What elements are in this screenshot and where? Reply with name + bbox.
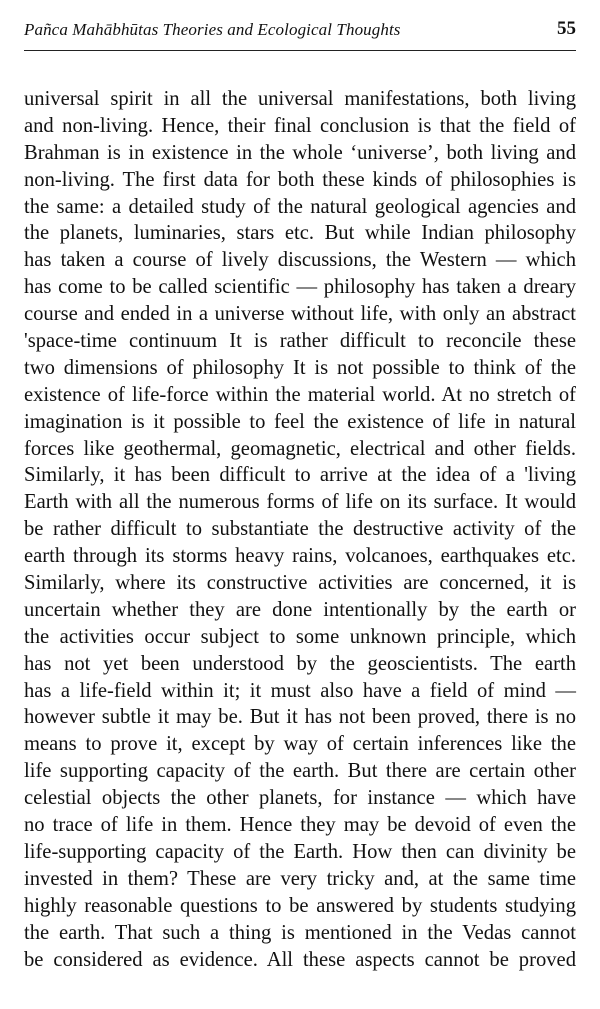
text-line: invested in them? These are very tricky and, at the same time: [24, 867, 576, 890]
text-line: however subtle it may be. But it has not been proved, there is no: [24, 706, 576, 729]
text-line: life supporting capacity of the earth. But there are certain other: [24, 760, 576, 783]
text-line: the planets, luminaries, stars etc. But while Indian philosophy: [24, 222, 576, 245]
text-line: be rather difficult to substantiate the destructive activity of the: [24, 518, 576, 541]
text-line: two dimensions of philosophy It is not possible to think of the: [24, 356, 576, 379]
text-line: the same: a detailed study of the natural geological agencies and: [24, 195, 576, 218]
text-line: Similarly, it has been difficult to arrive at the idea of a 'living: [24, 464, 576, 487]
text-line: the earth. That such a thing is mentioned in the Vedas cannot: [24, 921, 576, 944]
running-title: Pañca Mahābhūtas Theories and Ecological Thoughts: [24, 20, 401, 39]
text-line: and non-living. Hence, their final conclusion is that the field of: [24, 114, 576, 137]
text-line: no trace of life in them. Hence they may be devoid of even the: [24, 814, 576, 837]
text-line: the activities occur subject to some unknown principle, which: [24, 625, 576, 648]
body-text: [24, 86, 576, 973]
page-header: [24, 18, 576, 44]
text-line: be considered as evidence. All these aspects cannot be proved: [24, 948, 576, 971]
text-line: 'space-time continuum It is rather difficult to reconcile these: [24, 330, 576, 353]
text-line: Brahman is in existence in the whole ‘universe’, both living and: [24, 141, 576, 164]
text-line: forces like geothermal, geomagnetic, electrical and other fields.: [24, 437, 576, 460]
text-line: has a life-field within it; it must also have a field of mind —: [24, 679, 576, 702]
text-line: Similarly, where its constructive activities are concerned, it is: [24, 572, 576, 595]
text-line: Earth with all the numerous forms of life on its surface. It would: [24, 491, 576, 514]
text-line: universal spirit in all the universal manifestations, both living: [24, 88, 576, 110]
page-number: 55: [557, 18, 576, 39]
text-line: highly reasonable questions to be answered by students studying: [24, 894, 576, 917]
text-line: celestial objects the other planets, for instance — which have: [24, 787, 576, 810]
text-line: has not yet been understood by the geoscientists. The earth: [24, 652, 576, 675]
text-line: uncertain whether they are done intentionally by the earth or: [24, 598, 576, 621]
text-line: non-living. The first data for both these kinds of philosophies is: [24, 168, 576, 191]
text-line: earth through its storms heavy rains, volcanoes, earthquakes etc.: [24, 545, 576, 568]
text-line: course and ended in a universe without life, with only an abstract: [24, 303, 576, 326]
text-line: life-supporting capacity of the Earth. How then can divinity be: [24, 840, 576, 863]
header-rule: [24, 50, 576, 51]
text-line: has taken a course of lively discussions, the Western — which: [24, 249, 576, 272]
text-line: means to prove it, except by way of certain inferences like the: [24, 733, 576, 756]
text-line: has come to be called scientific — philosophy has taken a dreary: [24, 276, 576, 299]
text-line: existence of life-force within the material world. At no stretch of: [24, 383, 576, 406]
text-line: imagination is it possible to feel the existence of life in natural: [24, 410, 576, 433]
